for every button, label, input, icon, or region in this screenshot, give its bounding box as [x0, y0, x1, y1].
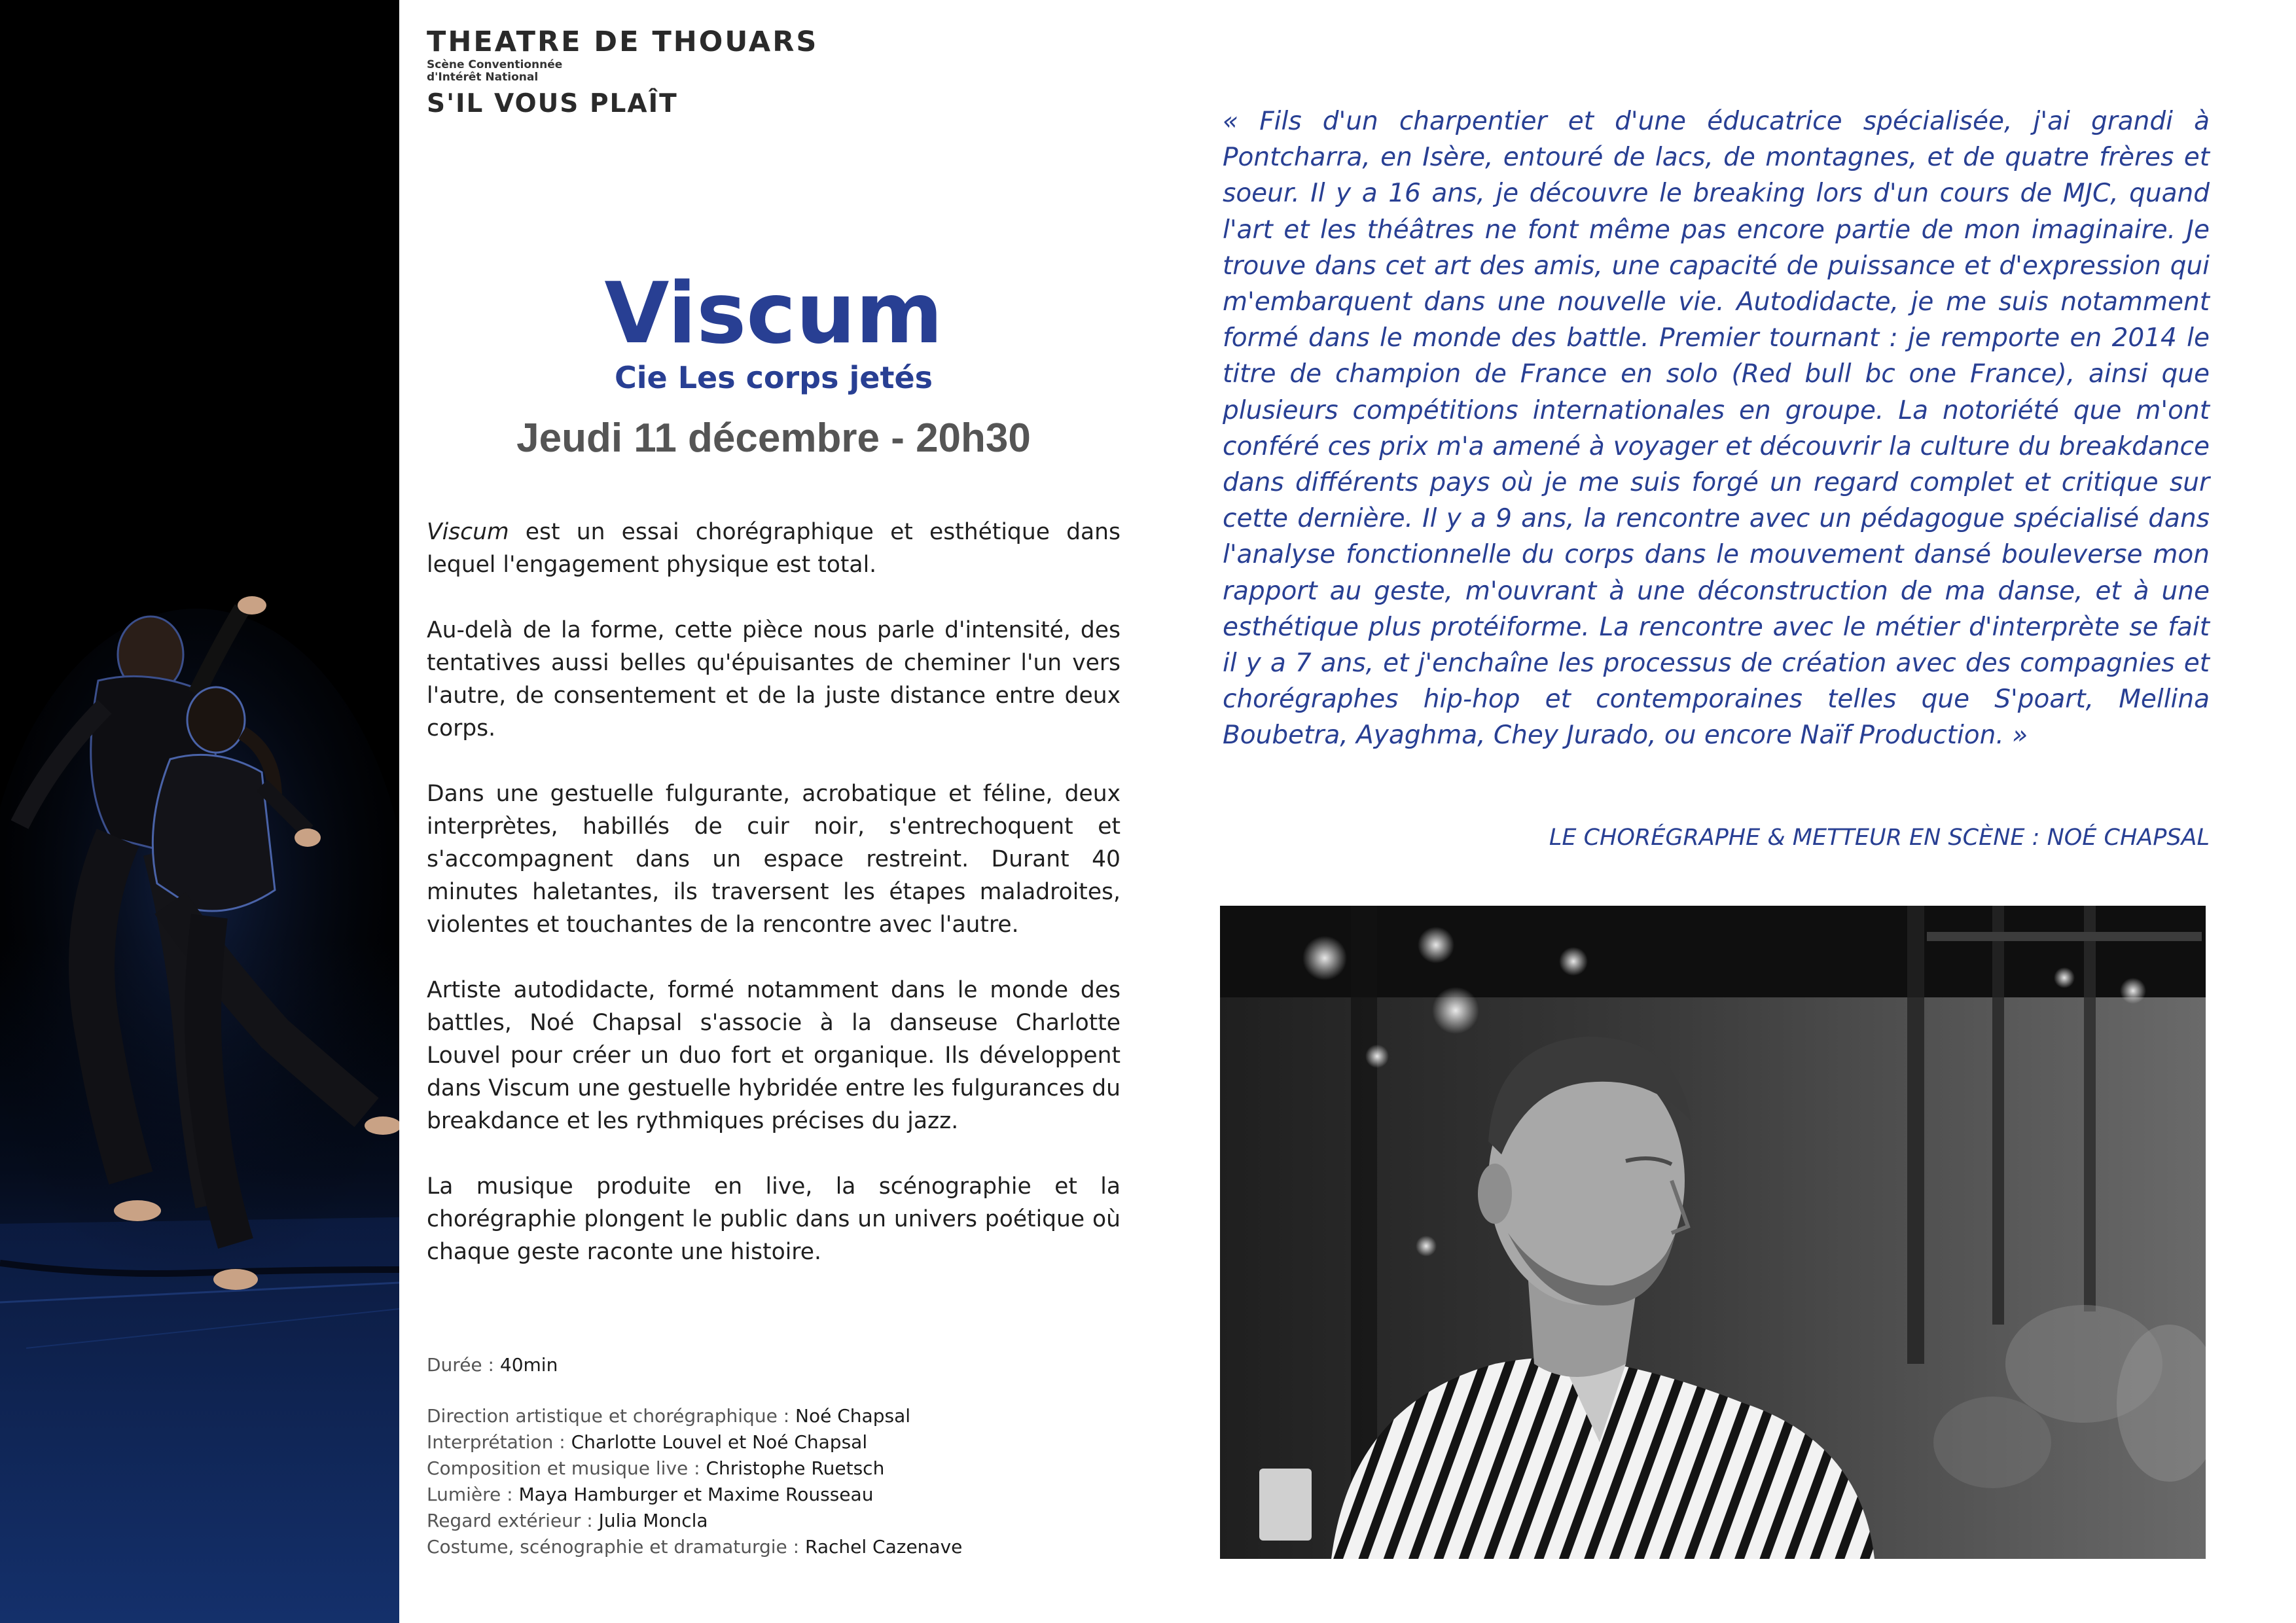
show-title: Viscum: [604, 265, 943, 363]
show-date: Jeudi 11 décembre - 20h30: [516, 416, 1031, 461]
portrait-illustration: [1220, 906, 2206, 1559]
theatre-subtitle-line1: Scène Conventionnée: [427, 58, 563, 71]
quote-author: LE CHORÉGRAPHE & METTEUR EN SCÈNE : NOÉ CHAPSAL: [1549, 825, 2210, 851]
company-name: Cie Les corps jetés: [614, 360, 933, 395]
credit-line: [427, 1534, 1134, 1560]
credit-line: [427, 1482, 1134, 1508]
choreographer-portrait: [1220, 906, 2206, 1559]
description-paragraph-2: Au-delà de la forme, cette pièce nous parle d'intensité, des tentatives aussi belles qu'épuisantes de cheminer l'un vers l'autre, de consentement et de la juste distance entre deux corps.: [427, 617, 1121, 741]
theatre-tagline: S'IL VOUS PLAÎT: [427, 89, 678, 118]
description-p1-text: est un essai chorégraphique et esthétique dans lequel l'engagement physique est total.: [427, 519, 1121, 578]
credit-label: Regard extérieur :: [427, 1510, 599, 1531]
duration-value: 40min: [499, 1354, 558, 1376]
show-title-block: [427, 265, 1121, 464]
credit-line: [427, 1403, 1134, 1429]
credits: [427, 1352, 1134, 1560]
credit-value: Noé Chapsal: [795, 1405, 911, 1427]
credit-line: [427, 1429, 1134, 1455]
theatre-subtitle-line2: d'Intérêt National: [427, 71, 539, 84]
show-description: [427, 516, 1121, 1301]
credit-label: Direction artistique et chorégraphique :: [427, 1405, 796, 1427]
credit-label: Costume, scénographie et dramaturgie :: [427, 1536, 805, 1558]
description-paragraph-3: Dans une gestuelle fulgurante, acrobatique et féline, deux interprètes, habillés de cuir noir, s'entrechoquent et s'accompagnent dans un espace restreint. Durant 40 minutes haletantes, ils traversent les étapes maladroites, violentes et touchantes de la rencontre avec l'autre.: [427, 781, 1121, 938]
choreographer-quote: « Fils d'un charpentier et d'une éducatrice spécialisée, j'ai grandi à Pontcharra, en Isère, entouré de lacs, de montagnes, et de quatre frères et soeur. Il y a 16 ans, je découvre le breaking lors d'un cours de MJC, quand l'art et les théâtres ne font même pas encore partie de mon imaginaire. Je trouve dans cet art des amis, une capacité de puissance et d'expression qui m'embarquent dans une nouvelle vie. Autodidacte, je me suis notamment formé dans le monde des battle. Premier tournant : je remporte en 2014 le titre de champion de France en solo (Red bull bc one France), ainsi que plusieurs compétitions internationales en groupe. La notoriété que m'ont conféré ces prix m'a amené à voyager et découvrir la culture du breakdance dans différents pays où je me suis forgé un regard complet et critique sur cette dernière. Il y a 9 ans, la rencontre avec un pédagogue spécialisé dans l'analyse fonctionnelle du corps dans le mouvement dansé bouleverse mon rapport au geste, m'ouvrant à une déconstruction de ma danse, et à une esthétique plus protéiforme. La rencontre avec le métier d'interprète se fait il y a 7 ans, et j'enchaîne les processus de création avec des compagnies et chorégraphes hip-hop et contemporaines telles que S'poart, Mellina Boubetra, Ayaghma, Chey Jurado, ou encore Naïf Production. »: [1223, 107, 2210, 751]
credit-label: Composition et musique live :: [427, 1457, 706, 1479]
credit-value: Maya Hamburger et Maxime Rousseau: [518, 1484, 874, 1505]
duration-label: Durée :: [427, 1354, 500, 1376]
description-paragraph-1: [427, 516, 1121, 581]
credit-value: Charlotte Louvel et Noé Chapsal: [571, 1431, 868, 1453]
theatre-name: THEATRE DE THOUARS: [427, 26, 819, 58]
dancers-illustration: [0, 0, 399, 1623]
description-paragraph-4: Artiste autodidacte, formé notamment dans le monde des battles, Noé Chapsal s'associe à la danseuse Charlotte Louvel pour créer un duo fort et organique. Ils développent dans Viscum une gestuelle hybridée entre les fulgurances du breakdance et les rythmiques précises du jazz.: [427, 977, 1121, 1134]
credit-label: Lumière :: [427, 1484, 519, 1505]
stage-photo: [0, 0, 399, 1623]
credit-value: Julia Moncla: [598, 1510, 708, 1531]
credit-value: Rachel Cazenave: [805, 1536, 963, 1558]
description-show-title: Viscum: [427, 519, 509, 545]
credit-label: Interprétation :: [427, 1431, 571, 1453]
description-paragraph-5: La musique produite en live, la scénographie et la chorégraphie plongent le public dans un univers poétique où chaque geste raconte une histoire.: [427, 1173, 1121, 1265]
credit-line: [427, 1508, 1134, 1534]
duration-line: [427, 1352, 1134, 1378]
credit-line: [427, 1455, 1134, 1482]
credit-value: Christophe Ruetsch: [706, 1457, 885, 1479]
theatre-header: [427, 25, 818, 122]
